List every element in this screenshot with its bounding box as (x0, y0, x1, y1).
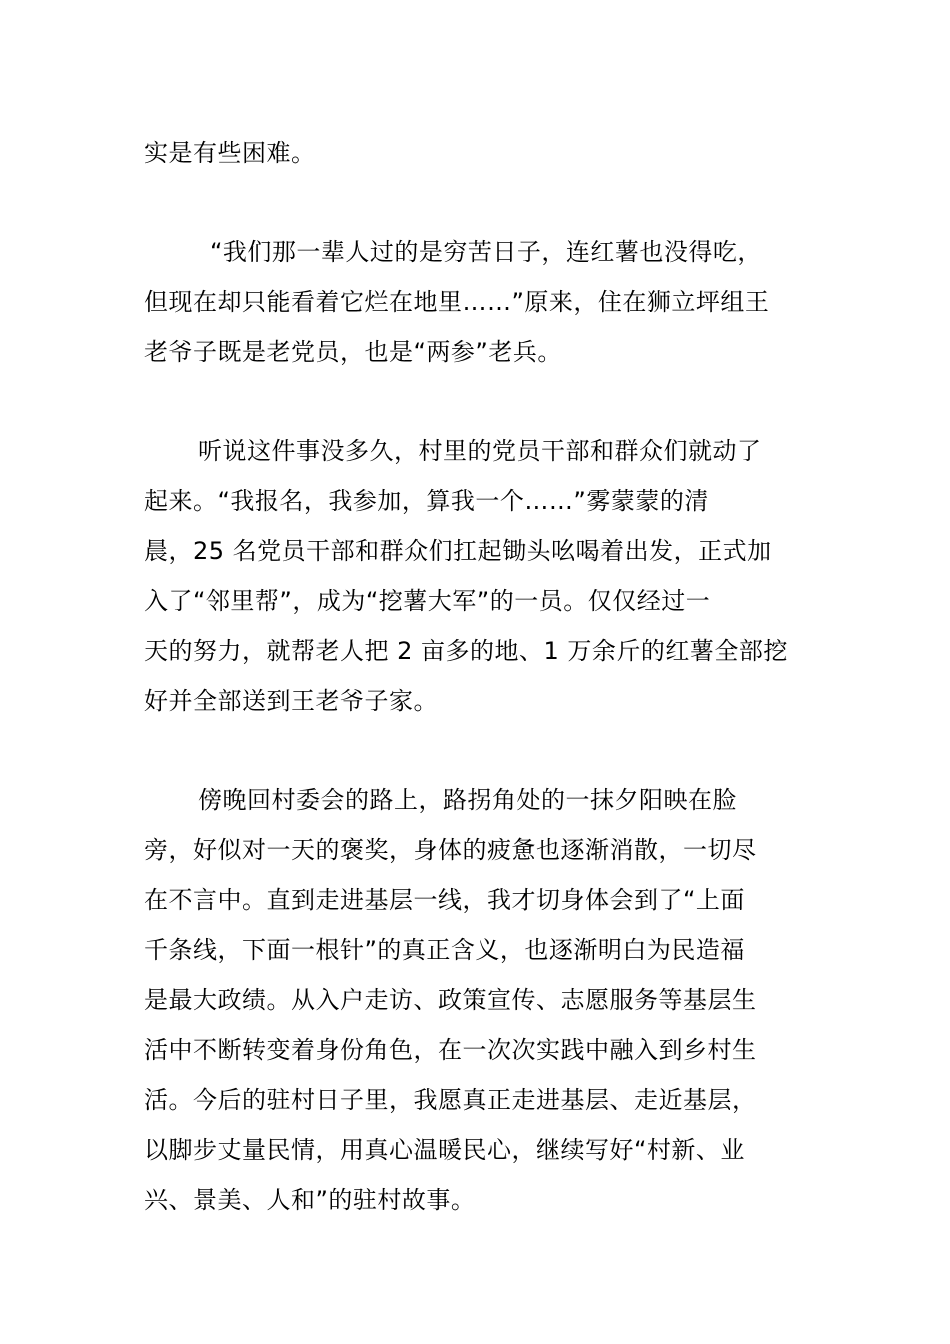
paragraph-4-line-2: 旁，好似对一天的褒奖，身体的疲惫也逐渐消散，一切尽 (144, 836, 757, 864)
paragraph-2-line-2: 但现在却只能看着它烂在地里……”原来，住在狮立坪组王 (144, 288, 770, 316)
paragraph-4-line-4: 千条线，下面一根针”的真正含义，也逐渐明白为民造福 (144, 936, 745, 964)
paragraph-1-line-1: 实是有些困难。 (144, 139, 316, 167)
paragraph-3-line-2: 起来。“我报名，我参加，算我一个……”雾蒙蒙的清 (144, 487, 709, 515)
paragraph-3-line-5: 天的努力，就帮老人把 2 亩多的地、1 万余斤的红薯全部挖 (144, 637, 788, 665)
paragraph-4-line-5: 是最大政绩。从入户走访、政策宣传、志愿服务等基层生 (144, 986, 757, 1014)
paragraph-4-line-8: 以脚步丈量民情，用真心温暖民心，继续写好“村新、业 (144, 1136, 745, 1164)
paragraph-4-line-9: 兴、景美、人和”的驻村故事。 (144, 1186, 476, 1214)
paragraph-4-line-7: 活。今后的驻村日子里，我愿真正走进基层、走近基层， (144, 1086, 757, 1114)
paragraph-4-line-3: 在不言中。直到走进基层一线，我才切身体会到了“上面 (144, 886, 745, 914)
paragraph-3-line-3: 晨，25 名党员干部和群众们扛起锄头吆喝着出发，正式加 (144, 537, 772, 565)
paragraph-4-line-6: 活中不断转变着身份角色，在一次次实践中融入到乡村生 (144, 1036, 757, 1064)
paragraph-4-line-1: 傍晚回村委会的路上，路拐角处的一抹夕阳映在脸 (198, 786, 737, 814)
paragraph-2-line-3: 老爷子既是老党员，也是“两参”老兵。 (144, 338, 562, 366)
paragraph-3-line-1: 听说这件事没多久，村里的党员干部和群众们就动了 (198, 437, 762, 465)
paragraph-3-line-4: 入了“邻里帮”，成为“挖薯大军”的一员。仅仅经过一 (144, 587, 711, 615)
paragraph-2-line-1: “我们那一辈人过的是穷苦日子，连红薯也没得吃， (210, 238, 762, 266)
paragraph-3-line-6: 好并全部送到王老爷子家。 (144, 687, 438, 715)
